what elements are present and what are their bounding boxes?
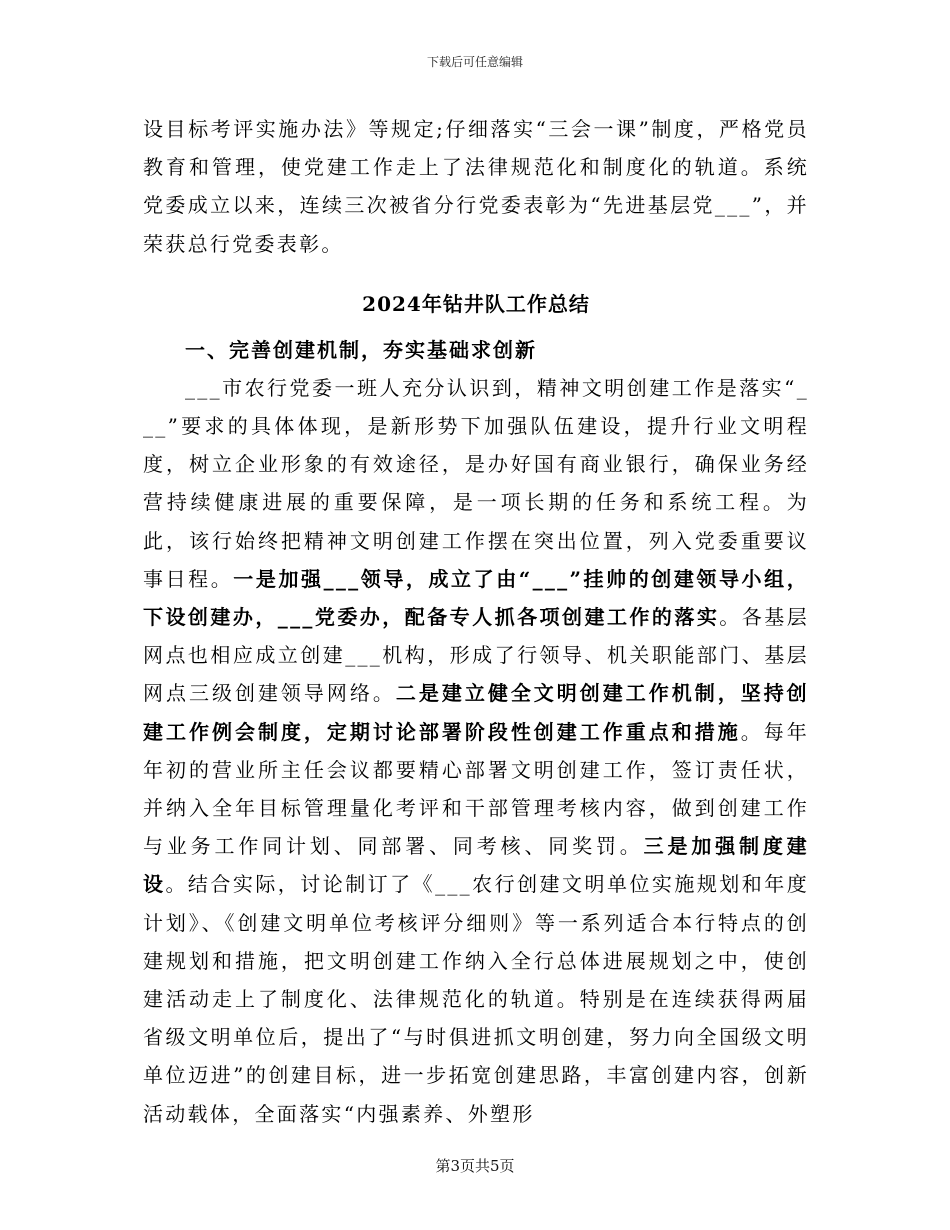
bold-point-2: 二是建立健全文明创建工作机制，坚持创建工作例会制度，定期讨论部署阶段性创建工作重点和措施 — [143, 681, 809, 744]
paragraph-text-3: 。每年年初的营业所主任会议都要精心部署文明创建工作，签订责任状，并纳入全年目标管理量化考评和干部管理考核内容，做到创建工作与业务工作同计划、同部署、同考核、同奖罚。 — [143, 719, 809, 859]
section-paragraph — [143, 369, 809, 1133]
page-footer: 第3页共5页 — [435, 1157, 515, 1175]
bold-point-1: 一是加强___领导，成立了由“___”挂帅的创建领导小组，下设创建办，___党委办，配备专人抓各项创建工作的落实 — [143, 566, 809, 630]
paragraph-text-2: 。各基层网点也相应成立创建___机构，形成了行领导、机关职能部门、基层网点三级创建领导网络。 — [143, 605, 809, 706]
document-body — [143, 110, 809, 1133]
intro-paragraph: 设目标考评实施办法》等规定;仔细落实“三会一课”制度，严格党员教育和管理，使党建工作走上了法律规范化和制度化的轨道。系统党委成立以来，连续三次被省分行党委表彰为“先进基层党___”，并荣获总行党委表彰。 — [143, 117, 809, 256]
section-heading: 一、完善创建机制，夯实基础求创新 — [185, 337, 537, 362]
paragraph-text-4: 。结合实际，讨论制订了《___农行创建文明单位实施规划和年度计划》、《创建文明单位考核评分细则》等一系列适合本行特点的创建规划和措施，把文明创建工作纳入全行总体进展规划之中，使创建活动走上了制度化、法律规范化的轨道。特别是在连续获得两届省级文明单位后，提出了“与时俱进抓文明创建，努力向全国级文明单位迈进”的创建目标，进一步拓宽创建思路，丰富创建内容，创新活动载体，全面落实“内强素养、外塑形 — [143, 872, 809, 1126]
document-title: 2024年钻井队工作总结 — [362, 291, 590, 316]
bold-point-3: 三是加强制度建设 — [143, 834, 809, 897]
paragraph-text-1: ___市农行党委一班人充分认识到，精神文明创建工作是落实“___”要求的具体体现，是新形势下加强队伍建设，提升行业文明程度，树立企业形象的有效途径，是办好国有商业银行，确保业务经营持续健康进展的重要保障，是一项长期的任务和系统工程。为此，该行始终把精神文明创建工作摆在突出位置，列入党委重要议事日程。 — [143, 375, 809, 591]
page-header: 下载后可任意编辑 — [426, 55, 523, 69]
